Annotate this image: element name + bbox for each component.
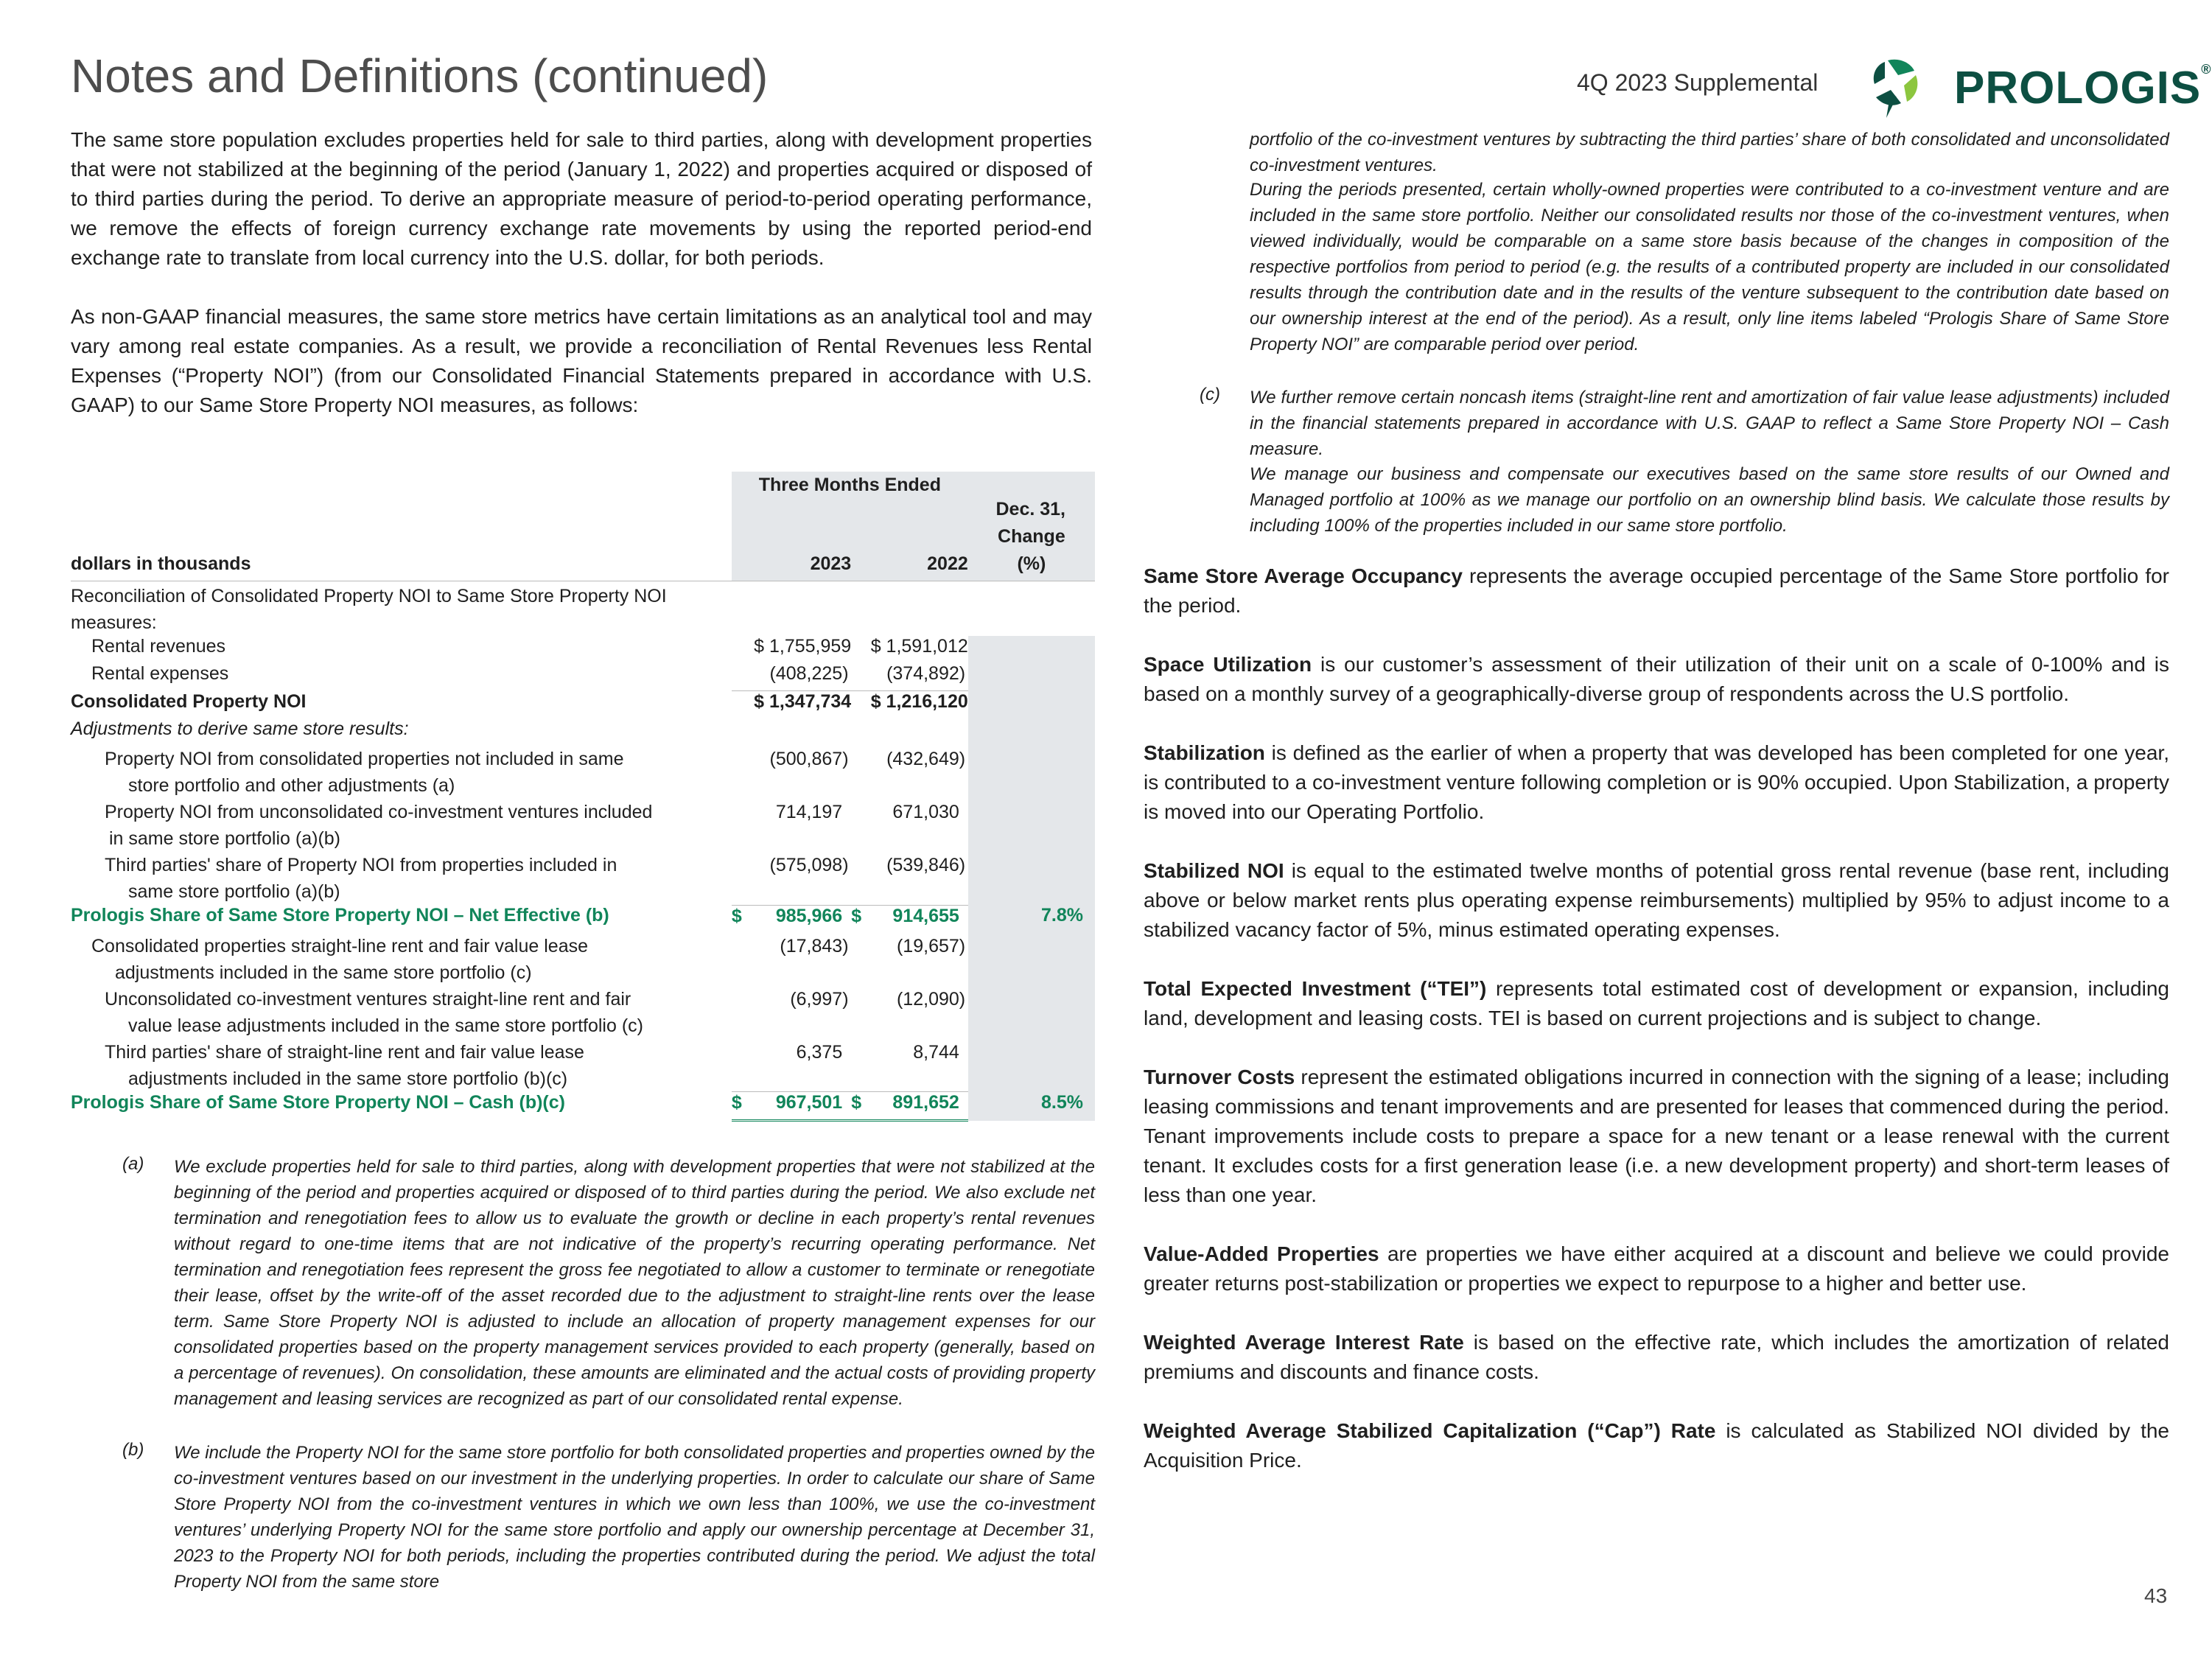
footnote-c-2: We manage our business and compensate our executives based on the same store results of our Owned and Managed portfolio at 100% as we manage our portfolio on an ownership blind basis. We calculate those results by including 100% of the properties included in our same store portfolio. bbox=[1250, 464, 2169, 536]
table-row: Reconciliation of Consolidated Property NOI to Same Store Property NOI measures: bbox=[71, 581, 1095, 637]
table-row: Prologis Share of Same Store Property NOI – Cash (b)(c) $ 967,501 $ 891,652 8.5% bbox=[71, 1092, 1095, 1121]
footnote-a-mark: (a) bbox=[122, 1154, 144, 1174]
table-row: Property NOI from consolidated properties not included in same store portfolio and other adjustments (a) (500,867) (432,649) bbox=[71, 746, 1095, 799]
table-row: Rental revenues $ 1,755,959 $ 1,591,012 bbox=[71, 636, 1095, 663]
col-2023-header: 2023 bbox=[732, 553, 851, 581]
period-header: Three Months Ended bbox=[732, 472, 968, 499]
change-pct-header: (%) bbox=[968, 553, 1095, 581]
table-row: Third parties' share of straight-line rent and fair value lease adjustments included in the same store portfolio (b)(c) 6,375 8,744 bbox=[71, 1039, 1095, 1092]
footnote-b-mark: (b) bbox=[122, 1440, 144, 1460]
footnote-b-continued: portfolio of the co-investment ventures by subtracting the third parties’ share of both consolidated and unconsolidated co-investment ventures. bbox=[1250, 130, 2169, 175]
footnote-b: We include the Property NOI for the same store portfolio for both consolidated properties and properties owned by the co-investment ventures based on our investment in the underlying properties. In order to calculate our share of Same Store Property NOI from the co-investment ventures in which we own less than 100%, we use the co-investment ventures’ underlying Property NOI for the same store portfolio and apply our ownership percentage at December 31, 2023 to the Property NOI for both periods, including the properties contributed during the period. We adjust the total Property NOI from the same store bbox=[174, 1443, 1095, 1592]
footnote-c: We further remove certain noncash items (straight-line rent and amortization of fair value lease adjustments) included in the financial statements prepared in accordance with U.S. GAAP to reflect a Same Store Property NOI – Cash measure. bbox=[1250, 388, 2169, 459]
intro-paragraph-2: As non-GAAP financial measures, the same store metrics have certain limitations as an analytical tool and may vary among real estate companies. As a result, we provide a reconciliation of Rental Revenues less Rental Expenses (“Property NOI”) (from our Consolidated Financial Statements prepared in accordance with U.S. GAAP) to our Same Store Property NOI measures, as follows: bbox=[71, 305, 1092, 416]
table-row: Consolidated properties straight-line rent and fair value lease adjustments included in the same store portfolio (c) (17,843) (19,657) bbox=[71, 933, 1095, 986]
definition-item: Stabilization is defined as the earlier of when a property that was developed has been completed for one year, is contributed to a co-investment venture following completion or is 90% occupied. Upon Stabilization, a property is moved into our Operating Portfolio. bbox=[1144, 741, 2169, 823]
footnote-a: We exclude properties held for sale to third parties, along with development properties that were not stabilized at the beginning of the period and properties acquired or disposed of to third parties during the period. We also exclude net termination and renegotiation fees to allow us to evaluate the growth or decline in each property’s rental revenues without regard to one-time items that are not indicative of the property’s recurring operating performance. Net termination and renegotiation fees represent the gross fee negotiated to allow a customer to terminate or renegotiate their lease, offset by the write-off of the asset recorded due to the adjustment to straight-line rents over the lease term. Same Store Property NOI is adjusted to include an allocation of property management expenses for our consolidated properties based on the property management services provided to each property (generally, based on a percentage of revenues). On consolidation, these amounts are eliminated and the actual costs of providing property management and leasing services are recognized as part of our consolidated rental expense. bbox=[174, 1157, 1095, 1409]
report-label: 4Q 2023 Supplemental bbox=[1577, 69, 1819, 96]
intro-text bbox=[71, 125, 1092, 450]
table-row: Property NOI from unconsolidated co-investment ventures included in same store portfolio (a)(b) 714,197 671,030 bbox=[71, 799, 1095, 852]
table-row: Adjustments to derive same store results: bbox=[71, 718, 1095, 746]
change-header: Change bbox=[968, 526, 1095, 553]
col-2022-header: 2022 bbox=[851, 553, 968, 581]
definition-item: Turnover Costs represent the estimated obligations incurred in connection with the signing of a lease; including leasing commissions and tenant improvements and are presented for leases that commenced during the period. Tenant improvements include costs to prepare a space for a new tenant or a lease renewal with the current tenant. It excludes costs for a first generation lease (i.e. a new development property) and short-term leases of less than one year. bbox=[1144, 1066, 2169, 1206]
definition-item: Same Store Average Occupancy represents the average occupied percentage of the Same Store portfolio for the period. bbox=[1144, 564, 2170, 617]
logo-mark-icon bbox=[1874, 60, 1918, 118]
footnote-c-mark: (c) bbox=[1200, 385, 1220, 405]
units-label: dollars in thousands bbox=[71, 553, 732, 581]
logo-wordmark: PROLOGIS® bbox=[1954, 62, 2212, 113]
definition-item: Value-Added Properties are properties we have either acquired at a discount and believe we could provide greater returns post-stabilization or properties we expect to repurpose to a higher and better use. bbox=[1144, 1242, 2169, 1295]
page-number: 43 bbox=[2144, 1584, 2168, 1607]
footnote-b-continued-2: During the periods presented, certain wholly-owned properties were contributed to a co-investment venture and are included in the same store portfolio. Neither our consolidated results nor those of the co-investment ventures, when viewed individually, would be comparable on a same store basis because of the changes in composition of the respective portfolios from period to period (e.g. the results of a contributed property are included in our consolidated results through the contribution date and in the results of the venture subsequent to the contribution date based on our ownership interest at the end of the period). As a result, only line items labeled “Prologis Share of Same Store Property NOI” are comparable period over period. bbox=[1250, 180, 2169, 354]
definition-item: Space Utilization is our customer’s assessment of their utilization of their unit on a scale of 0-100% and is based on a monthly survey of a geographically-diverse group of respondents across the U.S portfolio. bbox=[1144, 653, 2170, 705]
table-row: Consolidated Property NOI $ 1,347,734 $ 1,216,120 bbox=[71, 691, 1095, 719]
definition-item: Total Expected Investment (“TEI”) represents total estimated cost of development or expansion, including land, development and leasing costs. TEI is based on current projections and is subject to change. bbox=[1144, 977, 2169, 1029]
definition-item: Stabilized NOI is equal to the estimated twelve months of potential gross rental revenue (base rent, including above or below market rents plus operating expense reimbursements) multiplied by 95% to adjust income to a stabilized vacancy factor of 5%, minus estimated operating expenses. bbox=[1144, 859, 2169, 941]
table-row: Unconsolidated co-investment ventures straight-line rent and fair value lease adjustments included in the same store portfolio (c) (6,997) (12,090) bbox=[71, 986, 1095, 1039]
definitions-list bbox=[1144, 562, 2169, 1505]
table-row: Third parties' share of Property NOI from properties included in same store portfolio (a)(b) (575,098) (539,846) bbox=[71, 852, 1095, 905]
reconciliation-table bbox=[71, 472, 1095, 1122]
page-title: Notes and Definitions (continued) bbox=[71, 49, 769, 102]
definition-item: Weighted Average Stabilized Capitalization (“Cap”) Rate is calculated as Stabilized NOI divided by the Acquisition Price. bbox=[1144, 1419, 2170, 1472]
table-row: Rental expenses (408,225) (374,892) bbox=[71, 663, 1095, 691]
definition-item: Weighted Average Interest Rate is based on the effective rate, which includes the amortization of related premiums and discounts and finance costs. bbox=[1144, 1331, 2169, 1383]
period-sub-header: Dec. 31, bbox=[732, 499, 1095, 526]
intro-paragraph-1: The same store population excludes properties held for sale to third parties, along with development properties that were not stabilized at the beginning of the period (January 1, 2022) and properties acquired or disposed of to third parties during the period. To derive an appropriate measure of period-to-period operating performance, we remove the effects of foreign currency exchange rate movements by using the reported period-end exchange rate to translate from local currency into the U.S. dollar, for both periods. bbox=[71, 128, 1092, 269]
table-row: Prologis Share of Same Store Property NOI – Net Effective (b) $ 985,966 $ 914,655 7.8% bbox=[71, 905, 1095, 933]
